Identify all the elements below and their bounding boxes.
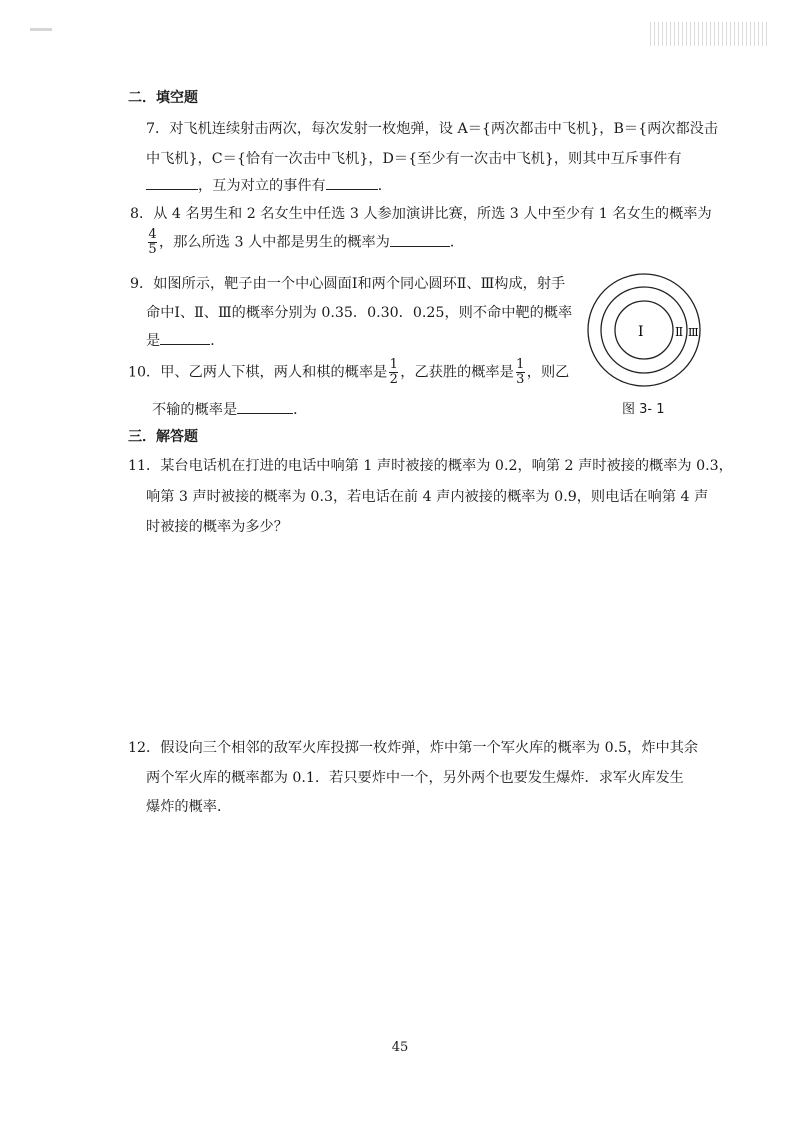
q11-line1: 11．某台电话机在打进的电话中响第 1 声时被接的概率为 0.2，响第 2 声时被接的概率为 0.3，	[128, 458, 733, 474]
q10-mid: ，乙获胜的概率是	[400, 364, 514, 381]
q12-line1: 12．假设向三个相邻的敌军火库投掷一枚炸弹，炸中第一个军火库的概率为 0.5，炸中其余	[128, 740, 699, 756]
q9-line2: 命中Ⅰ、Ⅱ、Ⅲ的概率分别为 0.35．0.30．0.25，则不命中靶的概率	[146, 305, 573, 321]
q8-line1: 8．从 4 名男生和 2 名女生中任选 3 人参加演讲比赛，所选 3 人中至少有 1 名女生的概率为	[130, 206, 712, 222]
q7-line2: 中飞机}，C＝{恰有一次击中飞机}，D＝{至少有一次击中飞机}，则其中互斥事件有	[146, 151, 682, 167]
answer-blank[interactable]	[390, 232, 450, 247]
ring-label-ii: Ⅱ	[675, 325, 684, 339]
answer-blank[interactable]	[237, 399, 293, 414]
answer-blank[interactable]	[326, 175, 378, 190]
question-12-cont	[146, 764, 684, 793]
page-number: 45	[391, 1040, 409, 1055]
question-7-answers	[146, 172, 392, 201]
figure-caption: 图 3- 1	[622, 402, 665, 417]
section-fill-in-title: 二．填空题	[128, 90, 198, 106]
scan-artifact	[650, 22, 770, 46]
ring-label-iii: Ⅲ	[688, 326, 699, 339]
answer-blank[interactable]	[146, 175, 198, 190]
q12-line3: 爆炸的概率．	[146, 799, 232, 815]
question-7	[146, 115, 718, 144]
question-11	[128, 452, 733, 481]
question-12	[128, 734, 698, 763]
q7-period: ．	[377, 178, 392, 194]
q9-period: ．	[210, 333, 225, 349]
fraction-4-5: $\frac{4}{5}$	[148, 227, 157, 257]
fraction-1-2: $\frac{1}{2}$	[389, 357, 398, 387]
question-10-cont	[152, 396, 307, 425]
q8-line2: ，那么所选 3 人中都是男生的概率为	[159, 234, 390, 251]
q10-suffix: ，则乙	[526, 364, 570, 381]
q12-line2: 两个军火库的概率都为 0.1．若只要炸中一个，另外两个也要发生爆炸．求军火库发生	[146, 770, 684, 786]
question-9-answer	[146, 327, 224, 356]
question-8-cont	[146, 228, 464, 257]
answer-blank[interactable]	[160, 330, 210, 345]
question-11-cont2	[146, 513, 288, 542]
fraction-1-3: $\frac{1}{3}$	[516, 357, 525, 387]
question-8	[130, 200, 712, 229]
question-7-cont	[146, 145, 682, 174]
question-9-cont	[146, 299, 572, 328]
scan-artifact	[30, 28, 52, 31]
center-disc-i	[615, 301, 673, 359]
question-10	[128, 358, 569, 387]
ring-label-i: Ⅰ	[638, 324, 644, 340]
q7-line1: 7．对飞机连续射击两次，每次发射一枚炮弹，设 A＝{两次都击中飞机}，B＝{两次都没击	[146, 121, 719, 137]
q9-line1: 9．如图所示，靶子由一个中心圆面Ⅰ和两个同心圆环Ⅱ、Ⅲ构成，射手	[130, 276, 566, 292]
q10-prefix: 10．甲、乙两人下棋，两人和棋的概率是	[128, 364, 388, 381]
outer-ring-iii	[588, 274, 700, 386]
q7-line3-text: ，互为对立的事件有	[198, 178, 326, 194]
section-solution-title: 三．解答题	[128, 429, 198, 445]
target-figure	[584, 270, 704, 390]
question-12-cont2	[146, 793, 231, 822]
question-9	[130, 270, 565, 299]
q10-line2: 不输的概率是	[152, 402, 238, 418]
q8-period: ．	[449, 234, 465, 251]
q10-period: ．	[293, 402, 308, 418]
q11-line3: 时被接的概率为多少？	[146, 519, 288, 535]
q11-line2: 响第 3 声时被接的概率为 0.3，若电话在前 4 声内被接的概率为 0.9，则电话在响第 4 声	[146, 489, 709, 505]
question-11-cont	[146, 483, 708, 512]
q9-line3: 是	[146, 333, 161, 349]
